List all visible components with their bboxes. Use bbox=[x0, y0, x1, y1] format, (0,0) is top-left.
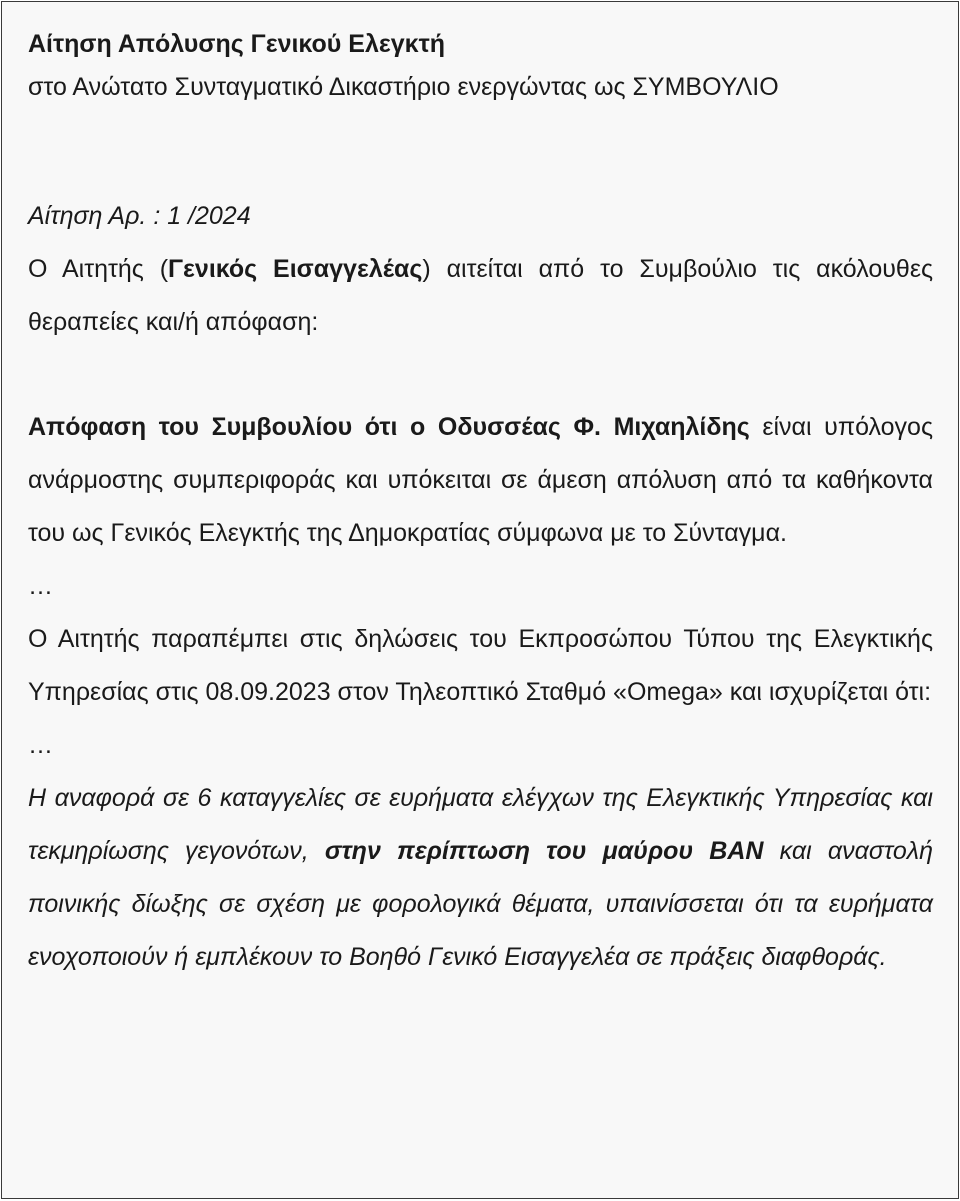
application-number: Αίτηση Αρ. : 1 /2024 bbox=[28, 202, 251, 230]
quote-paragraph bbox=[28, 772, 933, 984]
decision-text: είναι υπόλογος ανάρμοστης συμπεριφοράς και υπόκειται σε άμεση απόλυση από τα καθήκοντα του ως Γενικός Ελεγκτής της Δημοκρατίας σύμφωνα με το Σύνταγμα. bbox=[28, 413, 933, 547]
spacer bbox=[28, 110, 933, 190]
quote-bold: στην περίπτωση του μαύρου BAN bbox=[324, 837, 764, 865]
intro-text-before: Ο Αιτητής ( bbox=[28, 255, 169, 283]
ellipsis: … bbox=[28, 572, 53, 600]
decision-paragraph bbox=[28, 401, 933, 560]
document-title: Αίτηση Απόλυσης Γενικού Ελεγκτή bbox=[28, 30, 446, 58]
ellipsis: … bbox=[28, 731, 53, 759]
intro-paragraph bbox=[28, 243, 933, 349]
quote-text-part2: και αναστολή ποινικής δίωξης σε σχέση με φορολογικά θέματα, υπαινίσσεται ότι τα ευρήματα ενοχοποιούν ή εμπλέκουν το Βοηθό Γενικό Εισαγγελέα σε πράξεις διαφθοράς. bbox=[28, 837, 933, 971]
quote-text-part1: Η αναφορά σε 6 καταγγελίες σε ευρήματα ελέγχων της Ελεγκτικής Υπηρεσίας και τεκμηρίωσης γεγονότων, bbox=[28, 784, 933, 865]
intro-text-after: ) αιτείται από το Συμβούλιο τις ακόλουθες θεραπείες και/ή απόφαση: bbox=[28, 255, 934, 336]
document-subtitle: στο Ανώτατο Συνταγματικό Δικαστήριο ενεργώντας ως ΣΥΜΒΟΥΛΙΟ bbox=[28, 73, 779, 101]
document-page bbox=[1, 1, 959, 1199]
spacer bbox=[28, 349, 933, 401]
decision-bold: Απόφαση του Συμβουλίου ότι ο Οδυσσέας Φ. Μιχαηλίδης bbox=[28, 413, 750, 441]
reference-paragraph: Ο Αιτητής παραπέμπει στις δηλώσεις του Εκπροσώπου Τύπου της Ελεγκτικής Υπηρεσίας στις 08.09.2023 στον Τηλεοπτικό Σταθμό «Omega» και ισχυρίζεται ότι: bbox=[28, 625, 933, 706]
intro-bold-applicant: Γενικός Εισαγγελέας bbox=[168, 255, 423, 283]
